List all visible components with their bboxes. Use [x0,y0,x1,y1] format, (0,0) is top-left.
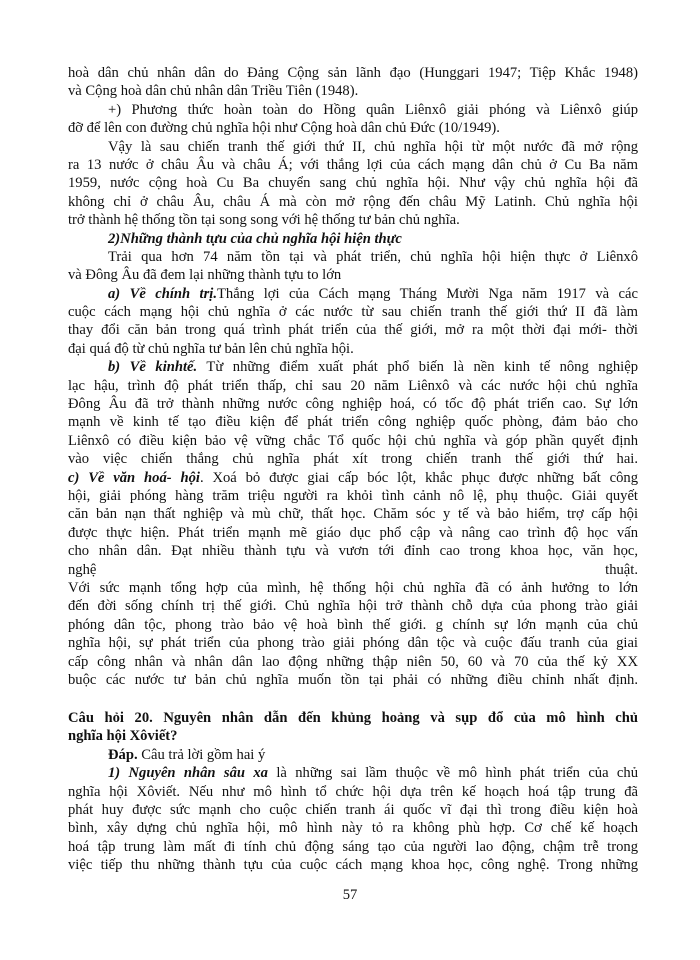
heading-segment: a) Về chính trị. [108,285,217,302]
text-line [68,561,638,579]
body-text [68,64,638,689]
heading-segment: 1) Nguyên nhân sâu xa [108,765,268,782]
text-segment: +) Phương thức hoàn toàn do Hồng quân Liênxô giải phóng và Liênxô giúp [108,101,638,118]
heading-segment: 2)Những thành tựu của chủ nghĩa hội hiện thực [108,230,402,247]
text-segment: hoá tập trung làm mất đi tính chủ động sáng tạo của người lao động, chậm trễ trong [68,838,638,855]
text-line [68,432,638,450]
text-segment: Câu trả lời gồm hai ý [137,746,266,763]
text-line [68,524,638,542]
text-line [68,505,638,523]
text-segment: Thắng lợi của Cách mạng Tháng Mười Nga năm 1917 và các [216,285,638,302]
text-segment: nghĩa hội, sự phát triển của phong trào giải phóng dân tộc và cuộc đấu tranh của giai [68,635,638,652]
text-line [68,764,638,782]
text-line [68,838,638,856]
text-line [68,597,638,615]
text-segment: lạc hậu, trình độ phát triển thấp, chỉ sau 20 năm Liênxô và các nước hội chủ nghĩa [68,377,638,394]
text-segment: bình, xây dựng chủ nghĩa hội, mô hình này tỏ ra không phù hợp. Cơ chế kế hoạch [68,820,638,837]
text-segment: vào việc chiến thắng chủ nghĩa phát xít trong chiến tranh thế giới thứ hai. [68,451,638,468]
text-segment: việc tiếp thu những thành tựu của cuộc cách mạng khoa học, công nghệ. Trong những [68,857,638,874]
heading-segment: nghĩa hội Xôviết? [68,728,178,745]
text-segment: là những sai lầm thuộc về mô hình phát triển của chủ [267,765,638,782]
text-line [68,321,638,339]
heading-segment: c) Về văn hoá- hội [68,469,200,486]
text-line [68,746,638,764]
text-line [68,174,638,192]
text-line [68,82,638,100]
text-line [68,856,638,874]
text-line [68,709,638,727]
text-segment: đại quá độ từ chủ nghĩa tư bản lên chủ nghĩa hội. [68,340,354,357]
text-line [68,395,638,413]
text-line [68,671,638,689]
text-segment: không chỉ ở châu Âu, châu Á mà còn mở rộng đến châu Mỹ Latinh. Chủ nghĩa hội [68,193,638,210]
text-segment: cuộc cách mạng hội chủ nghĩa ở các nước từ sau chiến tranh thế giới thứ II đã làm [68,304,638,321]
text-segment: Liênxô có điều kiện bảo vệ vững chắc Tổ quốc hội chủ nghĩa và góp phần quyết định [68,432,638,449]
text-segment: . Xoá bỏ được giai cấp bóc lột, khắc phục được những bất công [199,469,638,486]
text-line [68,211,638,229]
text-line [68,450,638,468]
text-segment: và Đông Âu đã đem lại những thành tựu to lớn [68,267,342,284]
text-line [68,64,638,82]
text-line [68,377,638,395]
text-segment: Vậy là sau chiến tranh thế giới thứ II, chủ nghĩa hội từ một nước đã mở rộng [108,138,638,155]
text-line [68,101,638,119]
text-segment: buộc các nước tư bản chủ nghĩa muốn tồn tại phải có những điều chỉnh nhất định. [68,671,638,688]
text-line [68,783,638,801]
text-line [68,819,638,837]
text-line [68,634,638,652]
text-line [68,119,638,137]
text-segment: thay đổi căn bản trong quá trình phát triển của thế giới, mở ra một thời đại mới- thời [68,322,638,339]
text-line [68,340,638,358]
text-segment: đỡ để lên con đường chủ nghĩa hội như Cộng hoà dân chủ Đức (10/1949). [68,120,500,137]
text-segment: và Cộng hoà dân chủ nhân dân Triều Tiên (1948). [68,83,359,100]
text-segment: Trải qua hơn 74 năm tồn tại và phát triển, chủ nghĩa hội hiện thực ở Liênxô [108,248,638,265]
text-line [68,285,638,303]
text-line [68,193,638,211]
question-20-section [68,709,638,875]
text-line [68,156,638,174]
text-segment: nghĩa hội Xôviết. Nếu như mô hình tổ chức hội dựa trên kế hoạch hoá tập trung đã [68,783,638,800]
text-line [68,248,638,266]
text-segment: Với sức mạnh tổng hợp của mình, hệ thống hội chủ nghĩa đã có ảnh hưởng to lớn [68,579,638,596]
text-line [68,303,638,321]
text-line [68,230,638,248]
text-segment: hội, giải phóng hàng trăm triệu người ra khỏi tình cảnh nô lệ, phụ thuộc. Giải quyết [68,487,638,504]
text-line [68,358,638,376]
text-segment: Từ những điểm xuất phát phổ biến là nền kinh tế nông nghiệp [197,359,638,376]
text-segment: 1959, nước cộng hoà Cu Ba chuyển sang chủ nghĩa hội. Như vậy chủ nghĩa hội đã [68,175,638,192]
text-line [68,542,638,560]
text-line [68,616,638,634]
text-line [68,138,638,156]
page-number: 57 [342,887,358,903]
text-line [68,653,638,671]
text-line [68,727,638,745]
text-segment: được thực hiện. Phát triển mạnh mẽ giáo dục phổ cập và nâng cao trình độ học vấn [68,524,638,541]
text-line [68,469,638,487]
heading-segment: Câu hỏi 20. Nguyên nhân dẫn đến khủng hoảng và sụp đổ của mô hình chủ [68,710,638,726]
text-line [68,413,638,431]
text-segment: mạnh về kinh tế tạo điều kiện để phát triển công nghiệp quốc phòng, đảm bảo cho [68,414,638,431]
text-segment: căn bản nạn thất nghiệp và mù chữ, thất học. Chăm sóc y tế và bảo hiểm, trợ cấp hội [68,506,638,523]
text-segment: trở thành hệ thống tồn tại song song với hệ thống tư bản chủ nghĩa. [68,212,460,229]
text-segment: Đông Âu đã trở thành những nước công nghiệp hoá, có tốc độ phát triển cao. Sự lớn [68,396,638,413]
text-segment: cấp công nhân và nhân dân lao động những thập niên 50, 60 và 70 của thế kỷ XX [68,653,638,670]
text-segment: phóng dân tộc, phong trào bảo vệ hoà bình thế giới. g chính sự lớn mạnh của chủ [68,616,638,633]
text-line [68,487,638,505]
text-segment: đến đời sống chính trị thế giới. Chủ nghĩa hội trở thành chỗ dựa của phong trào giải [68,598,638,615]
text-line [68,801,638,819]
heading-segment: Đáp. [108,746,138,763]
text-segment: cho nhân dân. Đạt nhiều thành tựu và vươn tới đỉnh cao trong khoa học, văn học, [68,543,638,560]
text-segment: ra 13 nước ở châu Âu và châu Á; với thắng lợi của cách mạng dân chủ ở Cu Ba năm [68,156,638,173]
heading-segment: b) Về kinhtế. [108,359,198,376]
text-segment: hoà dân chủ nhân dân do Đảng Cộng sản lãnh đạo (Hunggari 1947; Tiệp Khắc 1948) [68,65,638,81]
text-segment: phát huy được sức mạnh cho cuộc chiến tranh ái quốc vĩ đại thì trong điều kiện hoà [68,801,638,818]
text-segment: nghệ thuật. [68,561,638,578]
text-line [68,266,638,284]
text-line [68,579,638,597]
